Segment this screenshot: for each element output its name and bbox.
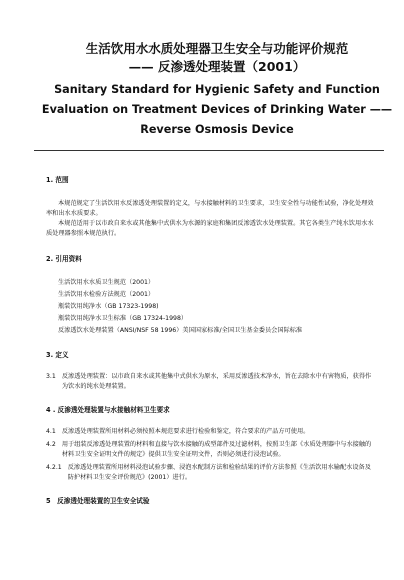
requirement-item [46,440,374,460]
item-number: 4.2.1 [46,464,62,471]
section-references [46,255,374,337]
item-text: 反渗透处理装置所用材料必须按照本规范要求进行检验和鉴定，符合要求的产品方可使用。 [61,428,310,435]
paragraph: 本规范适用于以市政自来水或其他集中式供水为水源的家庭和集团反渗透饮水处理装置。其它各类生产纯水饮用水水质处理器参照本规范执行。 [46,220,374,237]
title-zh-line-1: 生活饮用水水质处理器卫生安全与功能评价规范 [85,41,349,56]
list-item: 瓶装饮用纯净水（GB 17323-1998) [58,303,159,310]
item-number: 3.1 [46,373,56,380]
item-text: 用于组装反渗透处理装置的材料和直接与饮水接触的成型部件及过滤材料，按照卫生部《水质处理器中与水接触的材料卫生安全证明文件的规定》提供卫生安全证明文件，否则必须进行浸泡试验。 [61,441,372,458]
section-heading: 3. 定义 [46,351,69,359]
list-item: 瓶装饮用纯净水卫生标准（GB 17324-1998） [58,315,188,322]
item-number: 4.2 [46,441,56,448]
section-heading: 2. 引用资料 [46,255,82,263]
item-text: 反渗透处理装置：以市政自来水或其他集中式供水为原水，采用反渗透技术净水，旨在去除水中有害物质，获得作为饮水的纯水处理装置。 [61,373,372,390]
section-heading: 5 反渗透处理装置的卫生安全试验 [46,497,150,505]
paragraph: 本规范规定了生活饮用水反渗透处理装置的定义，与水接触材料的卫生要求，卫生安全性与功能性试验，净化处理效率和出水水质要求。 [46,200,374,217]
section-scope [46,176,374,239]
reference-list [46,277,374,337]
document-title [40,40,394,140]
list-item: 反渗透饮水处理装置（ANSI/NSF 58 1996）美国国家标准/全国卫生基金委员会国际标准 [58,327,303,334]
section-heading: 1. 范围 [46,176,69,184]
definition-item [46,372,374,392]
list-item: 生活饮用水水质卫生规范（2001） [58,279,155,286]
list-item: 生活饮用水检验方法规范（2001） [58,291,155,298]
requirement-item [46,463,374,483]
section-material-requirements [46,406,374,483]
title-en-line-3: Reverse Osmosis Device [140,123,294,136]
item-number: 4.1 [46,428,56,435]
title-zh-line-2: —— 反渗透处理装置（2001） [128,59,306,74]
section-heading: 4 . 反渗透处理装置与水接触材料卫生要求 [46,406,170,414]
section-safety-tests [46,497,374,506]
item-text: 反渗透处理装置所用材料浸泡试验步骤、浸泡水配制方法和检验结果的评价方法参照《生活饮用水输配水设备及防护材料卫生安全评价规范》(2001）进行。 [67,464,371,481]
requirement-item [46,427,374,437]
title-divider [34,150,384,151]
title-en-line-2: Evaluation on Treatment Devices of Drinking Water —— [41,103,393,116]
section-definitions [46,351,374,392]
title-en-line-1: Sanitary Standard for Hygienic Safety and Function [54,83,380,96]
